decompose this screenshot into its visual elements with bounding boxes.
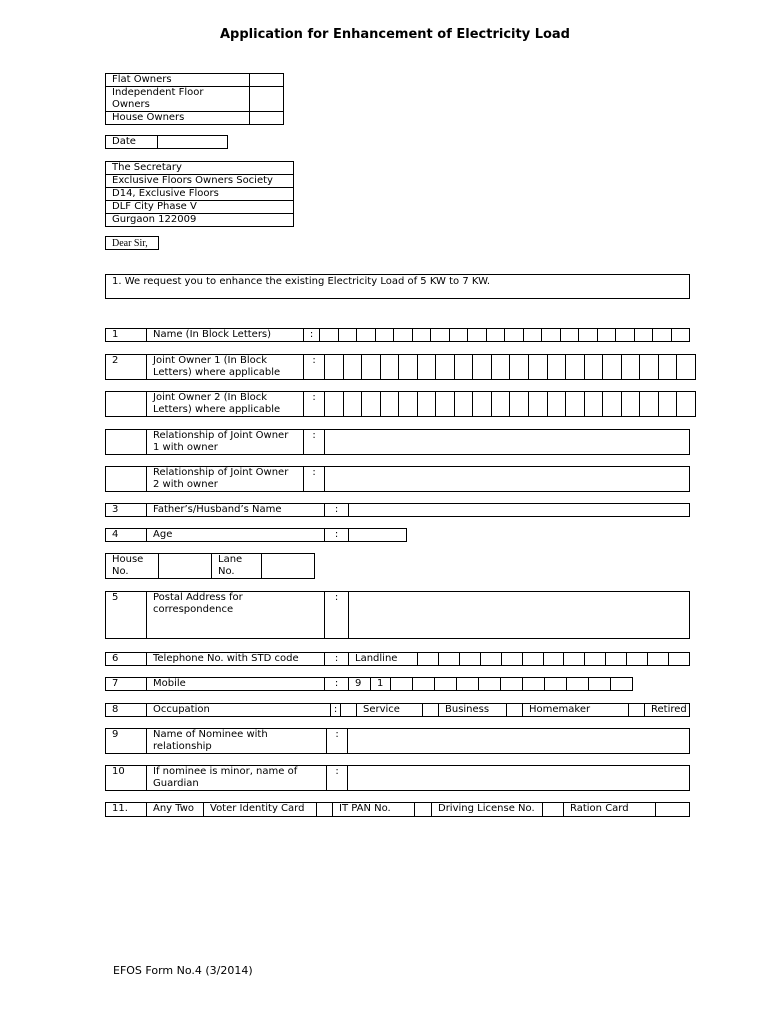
address-line: D14, Exclusive Floors: [106, 188, 294, 201]
driving-license-checkbox[interactable]: [543, 803, 564, 817]
row-number: 2: [106, 355, 147, 380]
colon: :: [331, 704, 341, 717]
joint-owner-1-row: [105, 354, 696, 380]
letter-box[interactable]: [380, 392, 399, 417]
owner-type-floor: Independent Floor Owners: [106, 87, 250, 112]
letter-box[interactable]: [454, 392, 473, 417]
row-label: Mobile: [147, 678, 325, 691]
relationship-1-row: [105, 429, 690, 455]
house-label: House No.: [106, 554, 159, 579]
letter-box[interactable]: [375, 329, 394, 342]
letter-box[interactable]: [603, 355, 622, 380]
digit-box[interactable]: [418, 653, 439, 666]
mobile-prefix-digit: 9: [349, 678, 371, 691]
colon: :: [304, 430, 325, 455]
address-line: Gurgaon 122009: [106, 214, 294, 227]
digit-box[interactable]: [606, 653, 627, 666]
row-label: Name (In Block Letters): [147, 329, 304, 342]
occupation-retired-checkbox[interactable]: [629, 704, 645, 717]
name-row: [105, 328, 690, 342]
letter-box[interactable]: [399, 392, 418, 417]
nominee-field[interactable]: [348, 729, 690, 754]
father-name-field[interactable]: [349, 504, 690, 517]
letter-box[interactable]: [597, 329, 616, 342]
row-number: 5: [106, 592, 147, 639]
letter-box[interactable]: [510, 392, 529, 417]
row-number: [106, 392, 147, 417]
relationship-2-field[interactable]: [325, 467, 690, 492]
letter-box[interactable]: [566, 392, 585, 417]
letter-box[interactable]: [658, 355, 677, 380]
row-label: Joint Owner 1 (In Block Letters) where applicable: [147, 355, 304, 380]
row-label: If nominee is minor, name of Guardian: [147, 766, 327, 791]
father-name-row: [105, 503, 690, 517]
page-title: Application for Enhancement of Electricity Load: [220, 27, 570, 42]
lane-number-field[interactable]: [262, 554, 315, 579]
ration-card-checkbox[interactable]: [656, 803, 690, 817]
row-label: Father’s/Husband’s Name: [147, 504, 325, 517]
letter-box[interactable]: [473, 355, 492, 380]
letter-box[interactable]: [510, 355, 529, 380]
letter-box[interactable]: [362, 392, 381, 417]
letter-box[interactable]: [362, 355, 381, 380]
age-field[interactable]: [349, 529, 407, 542]
owner-type-table: [105, 73, 284, 125]
letter-box[interactable]: [357, 329, 376, 342]
digit-box[interactable]: [564, 653, 585, 666]
voter-id-checkbox[interactable]: [317, 803, 333, 817]
letter-box[interactable]: [431, 329, 450, 342]
row-number: 11.: [106, 803, 147, 817]
digit-box[interactable]: [611, 678, 633, 691]
guardian-row: [105, 765, 690, 791]
telephone-row: [105, 652, 690, 666]
row-number: 8: [106, 704, 147, 717]
digit-box[interactable]: [585, 653, 606, 666]
row-number: 3: [106, 504, 147, 517]
date-field[interactable]: [158, 136, 228, 149]
letter-box[interactable]: [394, 329, 413, 342]
letter-box[interactable]: [338, 329, 357, 342]
identity-row: [105, 802, 690, 817]
request-box: [105, 274, 690, 299]
digit-box[interactable]: [522, 653, 543, 666]
letter-box[interactable]: [454, 355, 473, 380]
digit-box[interactable]: [391, 678, 413, 691]
colon: :: [325, 678, 349, 691]
digit-box[interactable]: [545, 678, 567, 691]
digit-box[interactable]: [501, 678, 523, 691]
letter-box[interactable]: [547, 355, 566, 380]
digit-box[interactable]: [567, 678, 589, 691]
digit-box[interactable]: [523, 678, 545, 691]
owner-type-flat: Flat Owners: [106, 74, 250, 87]
date-table: [105, 135, 228, 149]
row-label: Age: [147, 529, 325, 542]
row-number: 7: [106, 678, 147, 691]
owner-type-flat-checkbox[interactable]: [250, 74, 284, 87]
owner-type-floor-checkbox[interactable]: [250, 87, 284, 112]
address-block: [105, 161, 294, 227]
row-number: 4: [106, 529, 147, 542]
letter-box[interactable]: [584, 392, 603, 417]
letter-box[interactable]: [486, 329, 505, 342]
guardian-field[interactable]: [348, 766, 690, 791]
digit-box[interactable]: [669, 653, 690, 666]
letter-box[interactable]: [468, 329, 487, 342]
row-number: [106, 430, 147, 455]
letter-box[interactable]: [399, 355, 418, 380]
digit-box[interactable]: [413, 678, 435, 691]
letter-box[interactable]: [671, 329, 690, 342]
letter-box[interactable]: [677, 355, 696, 380]
nominee-row: [105, 728, 690, 754]
letter-box[interactable]: [621, 392, 640, 417]
occupation-row: [105, 703, 690, 717]
letter-box[interactable]: [449, 329, 468, 342]
joint-owner-2-row: [105, 391, 696, 417]
mobile-prefix-digit: 1: [371, 678, 391, 691]
row-label: Name of Nominee with relationship: [147, 729, 327, 754]
letter-box[interactable]: [677, 392, 696, 417]
letter-box[interactable]: [653, 329, 672, 342]
digit-box[interactable]: [459, 653, 480, 666]
letter-box[interactable]: [529, 355, 548, 380]
occupation-service-checkbox[interactable]: [341, 704, 357, 717]
age-row: [105, 528, 407, 542]
digit-box[interactable]: [648, 653, 669, 666]
house-number-field[interactable]: [159, 554, 212, 579]
letter-box[interactable]: [542, 329, 561, 342]
owner-type-house-checkbox[interactable]: [250, 112, 284, 125]
letter-box[interactable]: [634, 329, 653, 342]
occupation-option: Homemaker: [523, 704, 629, 717]
postal-address-field[interactable]: [349, 592, 690, 639]
landline-label: Landline: [349, 653, 418, 666]
postal-address-row: [105, 591, 690, 639]
occupation-option: Retired: [645, 704, 690, 717]
colon: :: [325, 653, 349, 666]
letter-box[interactable]: [547, 392, 566, 417]
pan-checkbox[interactable]: [415, 803, 432, 817]
letter-box[interactable]: [616, 329, 635, 342]
date-label: Date: [106, 136, 158, 149]
letter-box[interactable]: [491, 392, 510, 417]
letter-box[interactable]: [417, 355, 436, 380]
letter-box[interactable]: [640, 355, 659, 380]
letter-box[interactable]: [325, 355, 344, 380]
row-label: Joint Owner 2 (In Block Letters) where applicable: [147, 392, 304, 417]
letter-box[interactable]: [621, 355, 640, 380]
letter-box[interactable]: [412, 329, 431, 342]
digit-box[interactable]: [435, 678, 457, 691]
id-option: IT PAN No.: [333, 803, 415, 817]
row-number: 1: [106, 329, 147, 342]
digit-box[interactable]: [627, 653, 648, 666]
row-number: [106, 467, 147, 492]
colon: :: [325, 529, 349, 542]
request-text: 1. We request you to enhance the existing Electricity Load of 5 KW to 7 KW.: [106, 275, 690, 299]
colon: :: [304, 392, 325, 417]
id-option: Ration Card: [564, 803, 656, 817]
colon: :: [304, 355, 325, 380]
colon: :: [304, 467, 325, 492]
relationship-1-field[interactable]: [325, 430, 690, 455]
letter-box[interactable]: [343, 392, 362, 417]
colon: :: [304, 329, 320, 342]
row-label: Telephone No. with STD code: [147, 653, 325, 666]
digit-box[interactable]: [457, 678, 479, 691]
occupation-business-checkbox[interactable]: [423, 704, 439, 717]
letter-box[interactable]: [640, 392, 659, 417]
letter-box[interactable]: [560, 329, 579, 342]
letter-box[interactable]: [417, 392, 436, 417]
digit-box[interactable]: [543, 653, 564, 666]
letter-box[interactable]: [584, 355, 603, 380]
digit-box[interactable]: [438, 653, 459, 666]
letter-box[interactable]: [505, 329, 524, 342]
letter-box[interactable]: [343, 355, 362, 380]
row-label: Occupation: [147, 704, 331, 717]
colon: :: [327, 729, 348, 754]
address-line: Exclusive Floors Owners Society: [106, 175, 294, 188]
letter-box[interactable]: [473, 392, 492, 417]
row-label: Relationship of Joint Owner 2 with owner: [147, 467, 304, 492]
owner-type-house: House Owners: [106, 112, 250, 125]
letter-box[interactable]: [320, 329, 339, 342]
letter-box[interactable]: [523, 329, 542, 342]
colon: :: [325, 592, 349, 639]
digit-box[interactable]: [589, 678, 611, 691]
salutation: Dear Sir,: [105, 236, 159, 250]
occupation-option: Business: [439, 704, 507, 717]
letter-box[interactable]: [566, 355, 585, 380]
form-number: EFOS Form No.4 (3/2014): [113, 964, 253, 977]
letter-box[interactable]: [658, 392, 677, 417]
occupation-option: Service: [357, 704, 423, 717]
letter-box[interactable]: [491, 355, 510, 380]
lane-label: Lane No.: [212, 554, 262, 579]
id-option: Voter Identity Card: [204, 803, 317, 817]
letter-box[interactable]: [529, 392, 548, 417]
letter-box[interactable]: [579, 329, 598, 342]
row-number: 9: [106, 729, 147, 754]
letter-box[interactable]: [436, 392, 455, 417]
letter-box[interactable]: [325, 392, 344, 417]
letter-box[interactable]: [380, 355, 399, 380]
letter-box[interactable]: [436, 355, 455, 380]
row-label: Postal Address for correspondence: [147, 592, 325, 639]
row-number: 6: [106, 653, 147, 666]
letter-box[interactable]: [603, 392, 622, 417]
id-option: Driving License No.: [432, 803, 543, 817]
digit-box[interactable]: [480, 653, 501, 666]
house-lane-table: [105, 553, 315, 579]
colon: :: [327, 766, 348, 791]
occupation-homemaker-checkbox[interactable]: [507, 704, 523, 717]
row-label: Relationship of Joint Owner 1 with owner: [147, 430, 304, 455]
row-label: Any Two: [147, 803, 204, 817]
relationship-2-row: [105, 466, 690, 492]
address-line: DLF City Phase V: [106, 201, 294, 214]
digit-box[interactable]: [479, 678, 501, 691]
row-number: 10: [106, 766, 147, 791]
address-line: The Secretary: [106, 162, 294, 175]
mobile-row: [105, 677, 633, 691]
colon: :: [325, 504, 349, 517]
digit-box[interactable]: [501, 653, 522, 666]
